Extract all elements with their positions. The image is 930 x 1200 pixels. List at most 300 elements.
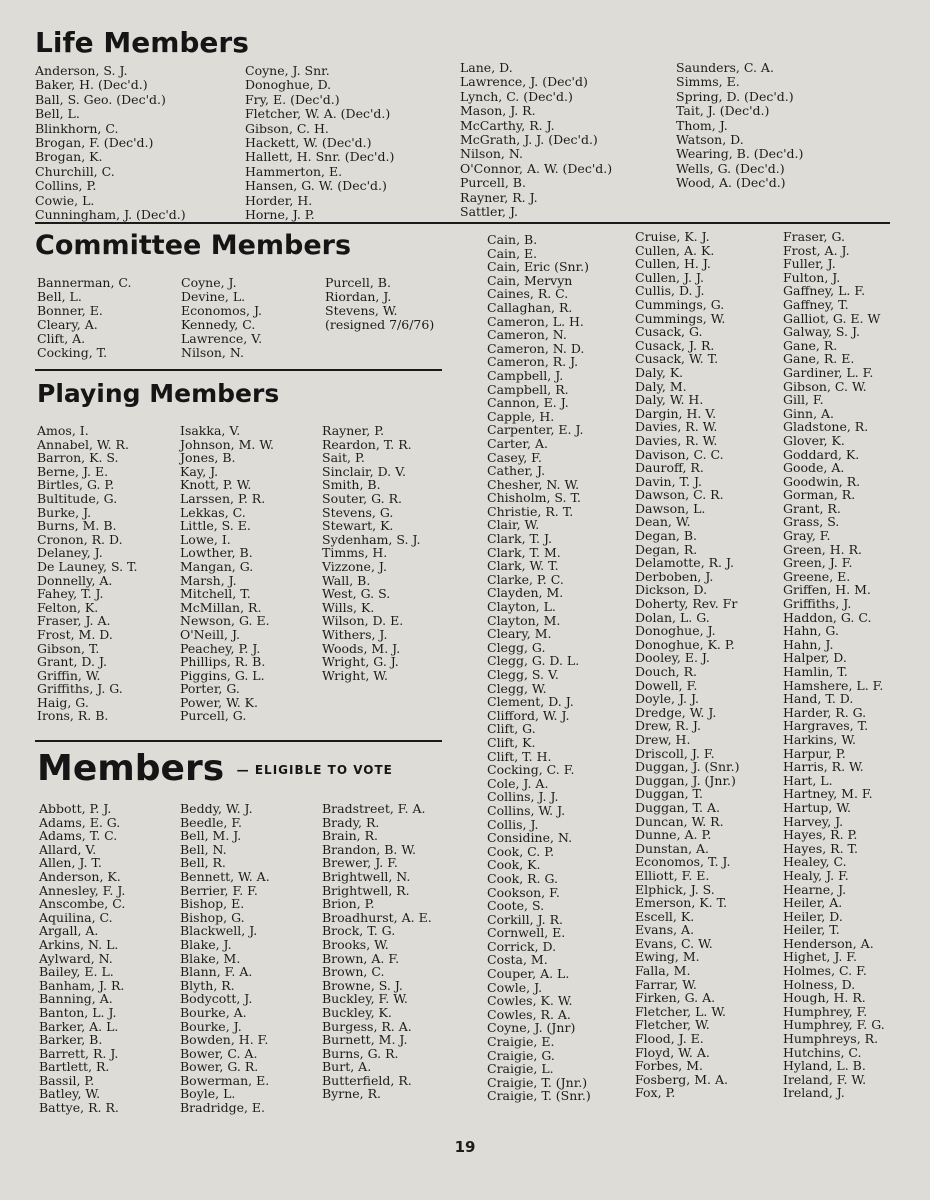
member-name: Escell, K. [635, 908, 695, 924]
members-col-3 [322, 802, 432, 1101]
committee-section-rule [35, 369, 442, 371]
member-name: Daly, M. [635, 378, 687, 394]
member-name: Heiler, D. [783, 908, 843, 924]
member-name: Drew, R. J. [635, 718, 701, 734]
member-name: Bultitude, G. [37, 490, 118, 506]
member-name: Jones, B. [180, 450, 236, 466]
member-name: Evans, A. [635, 922, 695, 938]
member-name: Dunne, A. P. [635, 827, 712, 843]
member-name: Smith, B. [322, 477, 381, 493]
member-name: Cowie, L. [35, 192, 95, 208]
member-name: Bannerman, C. [37, 275, 132, 290]
member-name: Cook, R. G. [487, 870, 559, 886]
member-name: Davies, R. W. [635, 419, 718, 435]
member-name: Cullen, J. J. [635, 269, 705, 285]
member-name: Wearing, B. (Dec'd.) [676, 146, 804, 162]
member-name: Gardiner, L. F. [783, 364, 874, 380]
member-name: Davies, R. W. [635, 432, 718, 448]
member-name: Felton, K. [37, 599, 99, 615]
member-name: Bailey, E. L. [39, 964, 114, 980]
members-col-6 [783, 230, 885, 1100]
member-name: Brooks, W. [322, 936, 389, 952]
member-name: Gane, R. E. [783, 351, 855, 367]
member-name: Gladstone, R. [783, 419, 869, 435]
member-name: McCarthy, R. J. [460, 117, 555, 133]
member-name: Duggan, T. A. [635, 799, 720, 815]
member-name: Clair, W. [487, 517, 540, 533]
member-name: Highet, J. F. [783, 949, 858, 965]
member-name: Clifford, W. J. [487, 707, 570, 723]
member-name: Hallett, H. Snr. (Dec'd.) [245, 149, 395, 165]
member-name: Stevens, W. [325, 303, 398, 318]
member-name: Cather, J. [487, 463, 546, 479]
member-name: Wall, B. [322, 572, 371, 588]
member-name: Cook, K. [487, 857, 541, 873]
member-name: Birtles, G. P. [37, 477, 115, 493]
member-name: Goodwin, R. [783, 473, 861, 489]
member-name: Blann, F. A. [180, 964, 253, 980]
member-name: Wilson, D. E. [322, 613, 404, 629]
member-name: Brightwell, R. [322, 882, 410, 898]
member-name: Donoghue, K. P. [635, 636, 735, 652]
member-name: Economos, T. J. [635, 854, 731, 870]
member-name: Abbott, P. J. [39, 801, 112, 816]
member-name: Dickson, D. [635, 582, 708, 598]
playing-section-rule [35, 740, 442, 742]
member-name: Cole, J. A. [487, 775, 549, 791]
member-name: Firken, G. A. [635, 990, 716, 1006]
member-name: Duggan, J. (Jnr.) [635, 772, 736, 788]
member-name: Ireland, F. W. [783, 1071, 867, 1087]
member-name: Little, S. E. [180, 518, 251, 534]
member-name: Haig, G. [37, 694, 89, 710]
member-name: Wright, G. J. [322, 654, 399, 670]
members-col-5 [635, 230, 739, 1100]
member-name: Callaghan, R. [487, 299, 573, 315]
member-name: Bower, G. R. [180, 1059, 259, 1075]
member-name: Cowles, R. A. [487, 1006, 571, 1022]
member-name: Brewer, J. F. [322, 855, 398, 871]
member-name: Bonner, E. [37, 303, 103, 318]
member-name: Burke, J. [37, 504, 92, 520]
member-name: Boyle, L. [180, 1086, 236, 1102]
member-name: Henderson, A. [783, 935, 874, 951]
member-name: Gorman, R. [783, 487, 856, 503]
member-name: Collins, W. J. [487, 802, 566, 818]
page-number: 19 [454, 1138, 476, 1156]
member-name: Wright, W. [322, 667, 388, 683]
member-name: Barrett, R. J. [39, 1045, 119, 1061]
member-name: O'Neill, J. [180, 626, 240, 642]
member-name: Johnson, M. W. [180, 436, 274, 452]
member-name: Greene, E. [783, 568, 851, 584]
member-name: Brightwell, N. [322, 868, 411, 884]
member-name: Daly, K. [635, 364, 684, 380]
member-name: Cocking, C. F. [487, 762, 575, 778]
member-name: Dolan, L. G. [635, 609, 710, 625]
member-name: Bennett, W. A. [180, 868, 270, 884]
member-name: Cullen, H. J. [635, 256, 711, 272]
member-name: Griffiths, J. [783, 596, 852, 612]
member-name: Cain, E. [487, 245, 538, 261]
member-name: Clark, W. T. [487, 558, 559, 574]
member-name: Clement, D. J. [487, 694, 574, 710]
member-name: Griffen, H. M. [783, 582, 871, 598]
member-name: Davison, C. C. [635, 446, 724, 462]
member-name: Bradridge, E. [180, 1100, 266, 1116]
member-name: Cameron, R. J. [487, 354, 579, 370]
playing-col-3 [322, 424, 420, 682]
member-name: Peachey, P. J. [180, 640, 261, 656]
member-name: Brock, T. G. [322, 923, 396, 939]
member-name: Donoghue, D. [245, 77, 332, 93]
member-name: Lekkas, C. [180, 504, 246, 520]
member-name: Cummings, W. [635, 310, 726, 326]
member-name: Cullen, A. K. [635, 242, 715, 258]
member-name: Clayton, L. [487, 599, 556, 615]
member-name: Buckley, K. [322, 1004, 392, 1020]
member-name: Batley, W. [39, 1086, 101, 1102]
life-members-heading: Life Members [35, 26, 249, 59]
member-name: Hansen, G. W. (Dec'd.) [245, 178, 387, 194]
member-name: Heiler, A. [783, 895, 843, 911]
member-name: Allen, J. T. [39, 855, 102, 871]
member-name: Barron, K. S. [37, 450, 119, 466]
member-name: Dawson, L. [635, 500, 706, 516]
member-name: Brown, C. [322, 964, 385, 980]
member-name: Cocking, T. [37, 345, 108, 360]
member-name: Churchill, C. [35, 163, 115, 179]
member-name: Fry, E. (Dec'd.) [245, 91, 340, 107]
member-name: Cronon, R. D. [37, 531, 123, 547]
member-name: Burt, A. [322, 1059, 372, 1075]
member-name: Banton, L. J. [39, 1004, 117, 1020]
member-name: Corkill, J. R. [487, 911, 563, 927]
member-name: Piggins, G. L. [180, 667, 265, 683]
member-name: Gibson, C. H. [245, 120, 329, 136]
member-name: Donnelly, A. [37, 572, 113, 588]
member-name: Corrick, D. [487, 938, 557, 954]
member-name: Frost, M. D. [37, 626, 113, 642]
member-name: Knott, P. W. [180, 477, 252, 493]
members-col-1 [39, 802, 125, 1115]
member-name: Baker, H. (Dec'd.) [35, 77, 148, 93]
member-name: Dowell, F. [635, 677, 698, 693]
member-name: Coyne, J. (Jnr) [487, 1020, 576, 1036]
member-name: Casey, F. [487, 449, 542, 465]
member-name: Donoghue, J. [635, 623, 716, 639]
member-name: Degan, R. [635, 541, 698, 557]
member-name: Blinkhorn, C. [35, 120, 119, 136]
member-name: Glover, K. [783, 432, 845, 448]
member-name: Craigie, L. [487, 1061, 554, 1077]
member-name: Cullis, D. J. [635, 283, 705, 299]
member-name: Bell, L. [35, 106, 80, 122]
member-name: O'Connor, A. W. (Dec'd.) [460, 160, 613, 176]
member-name: Delaney, J. [37, 545, 103, 561]
member-name: Mitchell, T. [180, 586, 251, 602]
member-name: Collis, J. [487, 816, 539, 832]
member-name: Elliott, F. E. [635, 867, 710, 883]
member-name: Evans, C. W. [635, 935, 713, 951]
member-name: Bell, R. [180, 855, 226, 871]
member-name: Hartup, W. [783, 799, 851, 815]
member-name: Goddard, K. [783, 446, 860, 462]
member-name: Clayden, M. [487, 585, 564, 601]
member-name: Woods, M. J. [322, 640, 401, 656]
member-name: Marsh, J. [180, 572, 237, 588]
member-name: Clegg, G. [487, 639, 546, 655]
member-name: Nilson, N. [181, 345, 244, 360]
member-name: Tait, J. (Dec'd.) [676, 103, 770, 119]
member-name: Campbell, J. [487, 367, 564, 383]
member-name: Sydenham, S. J. [322, 531, 421, 547]
member-name: Ireland, J. [783, 1085, 845, 1101]
member-name: Lawrence, V. [181, 331, 263, 346]
member-name: Hahn, G. [783, 623, 839, 639]
member-name: Gane, R. [783, 337, 838, 353]
member-name: Doherty, Rev. Fr [635, 596, 738, 612]
member-name: Rayner, P. [322, 423, 385, 438]
member-name: Hand, T. D. [783, 691, 854, 707]
member-name: Annabel, W. R. [37, 436, 129, 452]
member-name: Hargraves, T. [783, 718, 869, 734]
member-name: Hearne, J. [783, 881, 847, 897]
member-name: Clift, K. [487, 734, 536, 750]
member-name: Craigie, E. [487, 1034, 555, 1050]
member-name: Green, H. R. [783, 541, 862, 557]
member-name: Wills, K. [322, 599, 375, 615]
member-name: Derboben, J. [635, 568, 714, 584]
member-name: Craigie, T. (Snr.) [487, 1088, 591, 1104]
member-name: Fuller, J. [783, 256, 836, 272]
member-name: Craigie, T. (Jnr.) [487, 1074, 588, 1090]
member-name: Goode, A. [783, 460, 845, 476]
member-name: Collins, P. [35, 178, 97, 194]
member-name: Dredge, W. J. [635, 704, 717, 720]
member-name: Stewart, K. [322, 518, 394, 534]
member-name: Campbell, R. [487, 381, 569, 397]
member-name: Halper, D. [783, 650, 847, 666]
member-name: Fletcher, W. A. (Dec'd.) [245, 106, 391, 122]
member-name: Clift, A. [37, 331, 86, 346]
member-name: Cameron, N. [487, 327, 567, 343]
member-name: Chisholm, S. T. [487, 490, 581, 506]
member-name: Chesher, N. W. [487, 476, 580, 492]
member-name: Hough, H. R. [783, 990, 866, 1006]
member-name: Hamshere, L. F. [783, 677, 884, 693]
life-members-col-3 [460, 61, 612, 219]
member-name: Capple, H. [487, 408, 555, 424]
member-name: Stevens, G. [322, 504, 394, 520]
member-name: Blake, J. [180, 936, 232, 952]
member-name: Arkins, N. L. [39, 936, 119, 952]
member-name: Bourke, J. [180, 1018, 242, 1034]
member-name: Riordan, J. [325, 289, 392, 304]
member-name: Grass, S. [783, 514, 840, 530]
member-name: Hart, L. [783, 772, 833, 788]
member-name: Purcell, B. [460, 175, 526, 191]
member-name: Degan, B. [635, 528, 698, 544]
member-name: Griffiths, J. G. [37, 681, 123, 697]
member-name: Argall, A. [39, 923, 99, 939]
member-name: Cunningham, J. (Dec'd.) [35, 207, 186, 223]
member-name: De Launey, S. T. [37, 558, 138, 574]
members-col-2 [180, 802, 270, 1115]
member-name: Duggan, J. (Snr.) [635, 759, 740, 775]
member-name: Burgess, R. A. [322, 1018, 412, 1034]
member-name: Brain, R. [322, 828, 378, 844]
member-name: Saunders, C. A. [676, 60, 774, 75]
member-name: Harder, R. G. [783, 704, 867, 720]
member-name: Clark, T. M. [487, 544, 561, 560]
member-name: Economos, J. [181, 303, 262, 318]
member-name: Isakka, V. [180, 423, 241, 438]
member-name: Grant, R. [783, 500, 841, 516]
member-name: Flood, J. E. [635, 1031, 704, 1047]
playing-col-1 [37, 424, 138, 723]
member-name: Bradstreet, F. A. [322, 801, 426, 816]
member-name: Rayner, R. J. [460, 189, 538, 205]
member-name: Carpenter, E. J. [487, 422, 584, 438]
member-name: Elphick, J. S. [635, 881, 715, 897]
member-name: Healey, C. [783, 854, 847, 870]
member-name: Dargin, H. V. [635, 405, 717, 421]
member-name: Hayes, R. P. [783, 827, 858, 843]
committee-col-3 [325, 276, 434, 332]
member-name: Phillips, R. B. [180, 654, 266, 670]
member-name: Withers, J. [322, 626, 388, 642]
member-name: Davin, T. J. [635, 473, 702, 489]
member-name: Bassil, P. [39, 1072, 95, 1088]
member-name: Clegg, G. D. L. [487, 653, 580, 669]
member-name: Fox, P. [635, 1085, 676, 1101]
member-name: Lynch, C. (Dec'd.) [460, 88, 573, 104]
member-name: Bowden, H. F. [180, 1032, 269, 1048]
member-name: Horder, H. [245, 192, 313, 208]
member-name: Fletcher, W. [635, 1017, 710, 1033]
member-name: Bower, C. A. [180, 1045, 258, 1061]
member-name: Gibson, T. [37, 640, 100, 656]
member-name: Bishop, E. [180, 896, 245, 912]
member-name: Fraser, G. [783, 229, 845, 244]
member-name: Bartlett, R. [39, 1059, 110, 1075]
member-name: Cameron, N. D. [487, 340, 585, 356]
member-name: Wood, A. (Dec'd.) [676, 175, 786, 191]
member-name: Cornwell, E. [487, 925, 566, 941]
member-name: Coyne, J. Snr. [245, 63, 330, 78]
member-name: Cusack, G. [635, 324, 703, 340]
member-name: Simms, E. [676, 74, 740, 90]
member-name: Berne, J. E. [37, 463, 109, 479]
member-name: Wells, G. (Dec'd.) [676, 160, 785, 176]
member-name: Kay, J. [180, 463, 219, 479]
member-name: Gray, F. [783, 528, 831, 544]
member-name: Brown, A. F. [322, 950, 400, 966]
member-name: Lawrence, J. (Dec'd) [460, 74, 588, 90]
member-name: Irons, R. B. [37, 708, 109, 724]
member-name: Gaffney, T. [783, 296, 849, 312]
member-name: Aquilina, C. [39, 909, 113, 925]
member-name: Craigie, G. [487, 1047, 555, 1063]
member-name: Driscoll, J. F. [635, 745, 715, 761]
member-name: Brion, P. [322, 896, 375, 912]
member-name: Holmes, C. F. [783, 963, 867, 979]
member-name: Costa, M. [487, 952, 548, 968]
member-name: Fulton, J. [783, 269, 841, 285]
member-name: Hartney, M. F. [783, 786, 873, 802]
life-members-col-2 [245, 64, 394, 222]
member-name: Cleary, A. [37, 317, 98, 332]
playing-members-heading: Playing Members [37, 379, 280, 408]
member-name: Aylward, N. [39, 950, 113, 966]
member-name: Bell, M. J. [180, 828, 242, 844]
member-name: Kennedy, C. [181, 317, 256, 332]
member-name: Anscombe, C. [39, 896, 126, 912]
member-name: Daly, W. H. [635, 392, 704, 408]
members-heading-subtitle: — ELIGIBLE TO VOTE [236, 763, 393, 777]
member-name: Clarke, P. C. [487, 571, 564, 587]
member-name: McGrath, J. J. (Dec'd.) [460, 132, 598, 148]
member-name: Souter, G. R. [322, 490, 402, 506]
member-name: Falla, M. [635, 963, 691, 979]
member-name: Caines, R. C. [487, 286, 569, 302]
member-name: Beedle, F. [180, 814, 243, 830]
member-name: Cain, B. [487, 232, 538, 247]
member-name: Couper, A. L. [487, 966, 570, 982]
member-name: Drew, H. [635, 731, 691, 747]
member-name: Delamotte, R. J. [635, 555, 735, 571]
member-name: Larssen, P. R. [180, 490, 266, 506]
members-heading-title: Members [37, 748, 225, 789]
member-name: Brogan, F. (Dec'd.) [35, 135, 154, 151]
member-name: Ginn, A. [783, 405, 835, 421]
member-name: Douch, R. [635, 664, 697, 679]
member-name: Banning, A. [39, 991, 113, 1007]
member-name: Bourke, A. [180, 1004, 247, 1020]
member-name: Adams, T. C. [39, 828, 118, 844]
member-name: Green, J. F. [783, 555, 853, 571]
member-name: Fletcher, L. W. [635, 1003, 726, 1019]
member-name: Bishop, G. [180, 909, 245, 925]
member-name: Gaffney, L. F. [783, 283, 866, 299]
member-name: Dauroff, R. [635, 460, 704, 476]
member-name: Coyne, J. [181, 275, 237, 290]
member-name: Doyle, J. J. [635, 691, 699, 707]
member-name: Thom, J. [676, 117, 728, 133]
member-name: Mangan, G. [180, 558, 254, 574]
member-name: Frost, A. J. [783, 242, 850, 258]
member-name: Humphreys, R. [783, 1031, 879, 1047]
member-name: Devine, L. [181, 289, 246, 304]
member-name: Coote, S. [487, 898, 545, 914]
member-name: Galliot, G. E. W [783, 310, 881, 326]
member-name: Lane, D. [460, 60, 513, 75]
member-name: Brandon, B. W. [322, 841, 416, 857]
member-name: Byrne, R. [322, 1086, 382, 1102]
member-name: Hayes, R. T. [783, 840, 859, 856]
member-name: Floyd, W. A. [635, 1044, 710, 1060]
member-name: Cusack, J. R. [635, 337, 715, 353]
member-name: Fosberg, M. A. [635, 1071, 728, 1087]
member-name: Reardon, T. R. [322, 436, 412, 452]
committee-col-2 [181, 276, 262, 360]
member-name: Burns, M. B. [37, 518, 117, 534]
member-name: Cummings, G. [635, 296, 725, 312]
members-col-4 [487, 233, 591, 1103]
member-name: Banham, J. R. [39, 977, 125, 993]
member-name: Clayton, M. [487, 612, 561, 628]
